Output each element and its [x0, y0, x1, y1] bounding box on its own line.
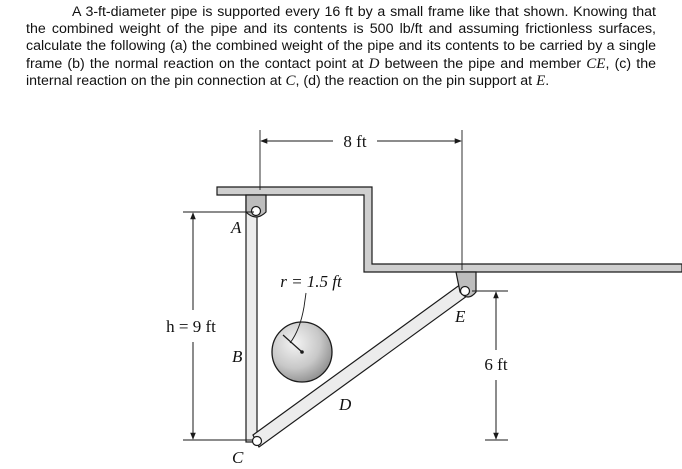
wall-profile [217, 187, 682, 272]
pin-a [252, 207, 261, 216]
problem-text-2: between the pipe and member [379, 55, 587, 72]
label-c: C [232, 448, 244, 467]
problem-text-1: A 3-ft-diameter pipe is supported every 16 ft by a small frame like that shown. Knowing that the combined weight of the pipe and its contents is 500 lb/ft and assuming frictionless surfaces, calculate the following (a) the combined weight of the pipe and its contents to be carried by a single frame (b) the normal reaction on the contact point at [26, 4, 656, 72]
problem-text-4: , (d) the reaction on the pin support at [295, 72, 537, 89]
label-radius: r = 1.5 ft [280, 272, 342, 291]
member-abc [246, 196, 257, 442]
var-e: E [536, 72, 546, 89]
label-b: B [232, 347, 243, 366]
var-ce: CE [586, 55, 606, 72]
pin-e [461, 287, 470, 296]
label-a: A [231, 218, 242, 237]
label-d: D [339, 395, 352, 414]
problem-text-3: , (c) the internal reaction on the pin connection at [26, 55, 656, 89]
dim-8ft-label: 8 ft [343, 132, 367, 151]
var-d: D [368, 55, 380, 72]
label-e: E [455, 307, 466, 326]
problem-text-5: . [545, 72, 550, 89]
dim-h-label: h = 9 ft [166, 317, 216, 336]
dim-6ft-label: 6 ft [484, 355, 508, 374]
var-c: C [285, 72, 296, 89]
pin-c [253, 437, 262, 446]
